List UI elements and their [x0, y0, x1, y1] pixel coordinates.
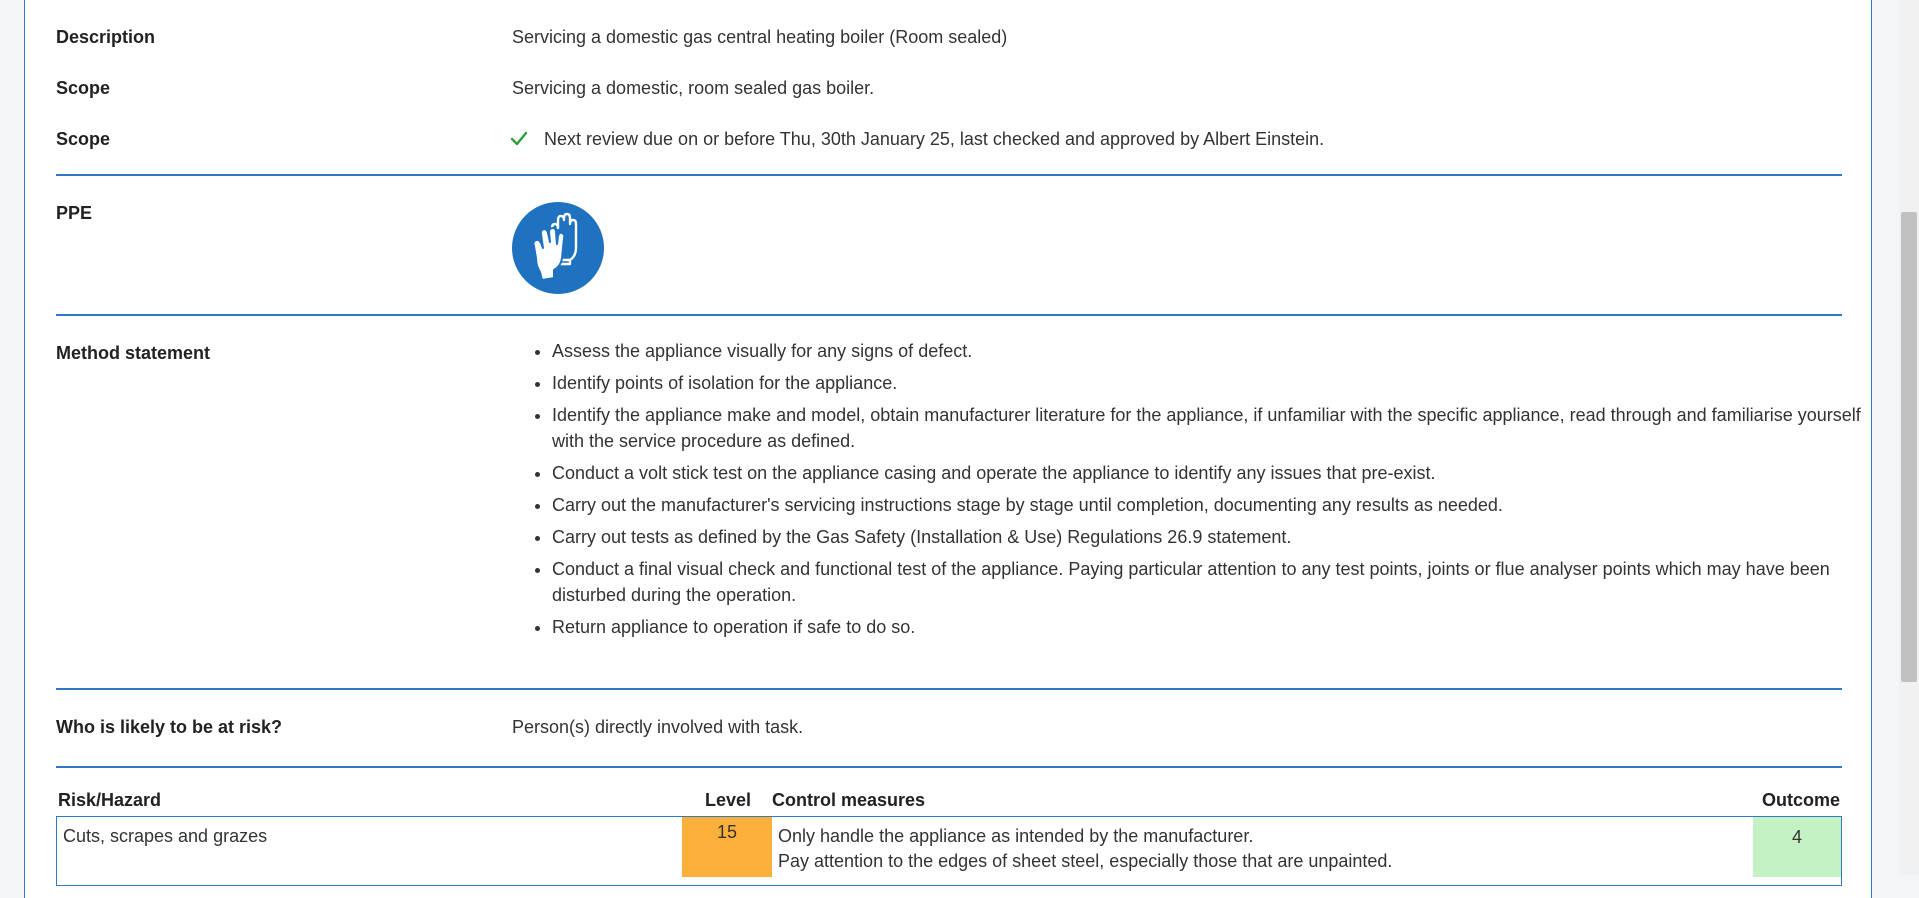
- description-value: Servicing a domestic gas central heating boiler (Room sealed): [512, 27, 1008, 47]
- list-item: • Assess the appliance visually for any signs of defect.: [552, 338, 1880, 364]
- list-item: • Carry out tests as defined by the Gas Safety (Installation & Use) Regulations 26.9 statement.: [552, 524, 1880, 550]
- ppe-label: PPE: [56, 203, 93, 223]
- hazard-cell: Cuts, scrapes and grazes: [63, 826, 268, 846]
- section-divider: [56, 766, 1842, 768]
- gloves-icon: [512, 202, 604, 294]
- section-divider: [56, 314, 1842, 316]
- method-statement-label: Method statement: [56, 343, 211, 363]
- risk-value: Person(s) directly involved with task.: [512, 717, 804, 737]
- method-statement-list: [512, 338, 1880, 646]
- check-icon: [510, 130, 528, 148]
- outcome-cell: 4: [1753, 817, 1841, 877]
- list-item: • Identify points of isolation for the appliance.: [552, 370, 1880, 396]
- level-column-header: Level: [705, 790, 752, 810]
- control-measures-column-header: Control measures: [772, 790, 926, 810]
- section-divider: [56, 174, 1842, 176]
- outcome-column-header: Outcome: [1762, 790, 1841, 810]
- control-measure-line: Only handle the appliance as intended by the manufacturer.: [778, 826, 1254, 846]
- risk-label: Who is likely to be at risk?: [56, 717, 283, 737]
- list-item: • Identify the appliance make and model, obtain manufacturer literature for the appliance, if unfamiliar with the specific appliance, read through and familiarise yourself with the service procedure as defined.: [552, 402, 1880, 454]
- list-item: • Return appliance to operation if safe to do so.: [552, 614, 1880, 640]
- list-item: • Conduct a volt stick test on the appliance casing and operate the appliance to identify any issues that pre-exist.: [552, 460, 1880, 486]
- scrollbar-thumb[interactable]: [1901, 212, 1917, 682]
- level-cell: 15: [682, 817, 772, 877]
- section-divider: [56, 688, 1842, 690]
- review-value: Next review due on or before Thu, 30th January 25, last checked and approved by Albert Einstein.: [544, 129, 1325, 149]
- scope-value: Servicing a domestic, room sealed gas boiler.: [512, 78, 875, 98]
- review-label: Scope: [56, 129, 111, 149]
- list-item: • Carry out the manufacturer's servicing instructions stage by stage until completion, documenting any results as needed.: [552, 492, 1880, 518]
- scope-label: Scope: [56, 78, 111, 98]
- control-measure-line: Pay attention to the edges of sheet steel, especially those that are unpainted.: [778, 851, 1393, 871]
- list-item: • Conduct a final visual check and functional test of the appliance. Paying particular attention to any test points, joints or flue analyser points which may have been disturbed during the operation.: [552, 556, 1880, 608]
- description-label: Description: [56, 27, 156, 47]
- hazard-column-header: Risk/Hazard: [58, 790, 162, 810]
